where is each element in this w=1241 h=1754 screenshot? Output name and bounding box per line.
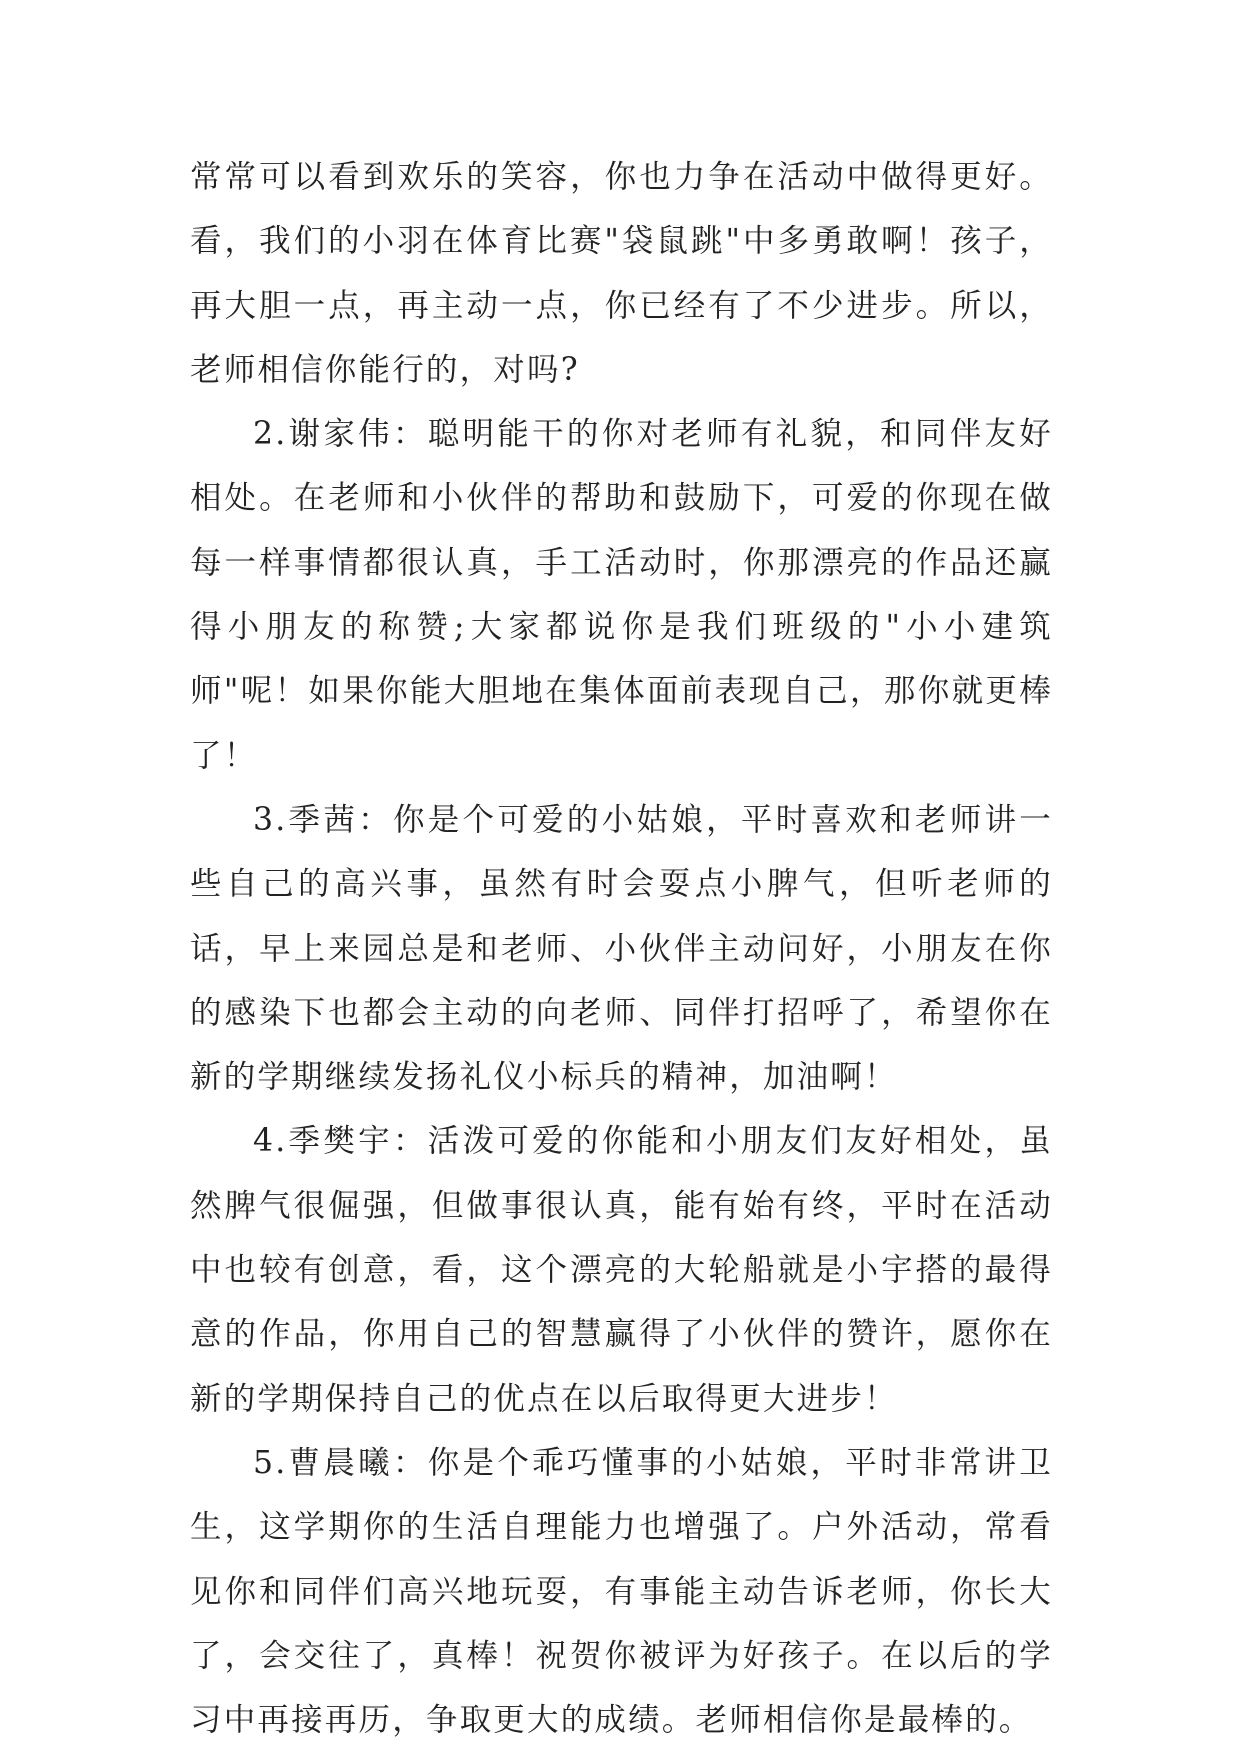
document-body: [190, 145, 1053, 1752]
paragraph-item-3: 3.季茜：你是个可爱的小姑娘，平时喜欢和老师讲一些自己的高兴事，虽然有时会耍点小脾气，但听老师的话，早上来园总是和老师、小伙伴主动问好，小朋友在你的感染下也都会主动的向老师、同伴打招呼了，希望你在新的学期继续发扬礼仪小标兵的精神，加油啊！: [190, 801, 1053, 1096]
paragraph-item-4: 4.季樊宇：活泼可爱的你能和小朋友们友好相处，虽然脾气很倔强，但做事很认真，能有始有终，平时在活动中也较有创意，看，这个漂亮的大轮船就是小宇搭的最得意的作品，你用自己的智慧赢得了小伙伴的赞许，愿你在新的学期保持自己的优点在以后取得更大进步！: [190, 1123, 1053, 1417]
paragraph-item-5: 5.曹晨曦：你是个乖巧懂事的小姑娘，平时非常讲卫生，这学期你的生活自理能力也增强了。户外活动，常看见你和同伴们高兴地玩耍，有事能主动告诉老师，你长大了，会交往了，真棒！祝贺你被评为好孩子。在以后的学习中再接再历，争取更大的成绩。老师相信你是最棒的。: [190, 1444, 1053, 1739]
paragraph-continued: 常常可以看到欢乐的笑容，你也力争在活动中做得更好。看，我们的小羽在体育比赛"袋鼠跳"中多勇敢啊！孩子，再大胆一点，再主动一点，你已经有了不少进步。所以，老师相信你能行的，对吗?: [190, 159, 1053, 388]
paragraph-item-2: 2.谢家伟：聪明能干的你对老师有礼貌，和同伴友好相处。在老师和小伙伴的帮助和鼓励下，可爱的你现在做每一样事情都很认真，手工活动时，你那漂亮的作品还赢得小朋友的称赞;大家都说你是我们班级的"小小建筑师"呢！如果你能大胆地在集体面前表现自己，那你就更棒了！: [190, 416, 1053, 774]
